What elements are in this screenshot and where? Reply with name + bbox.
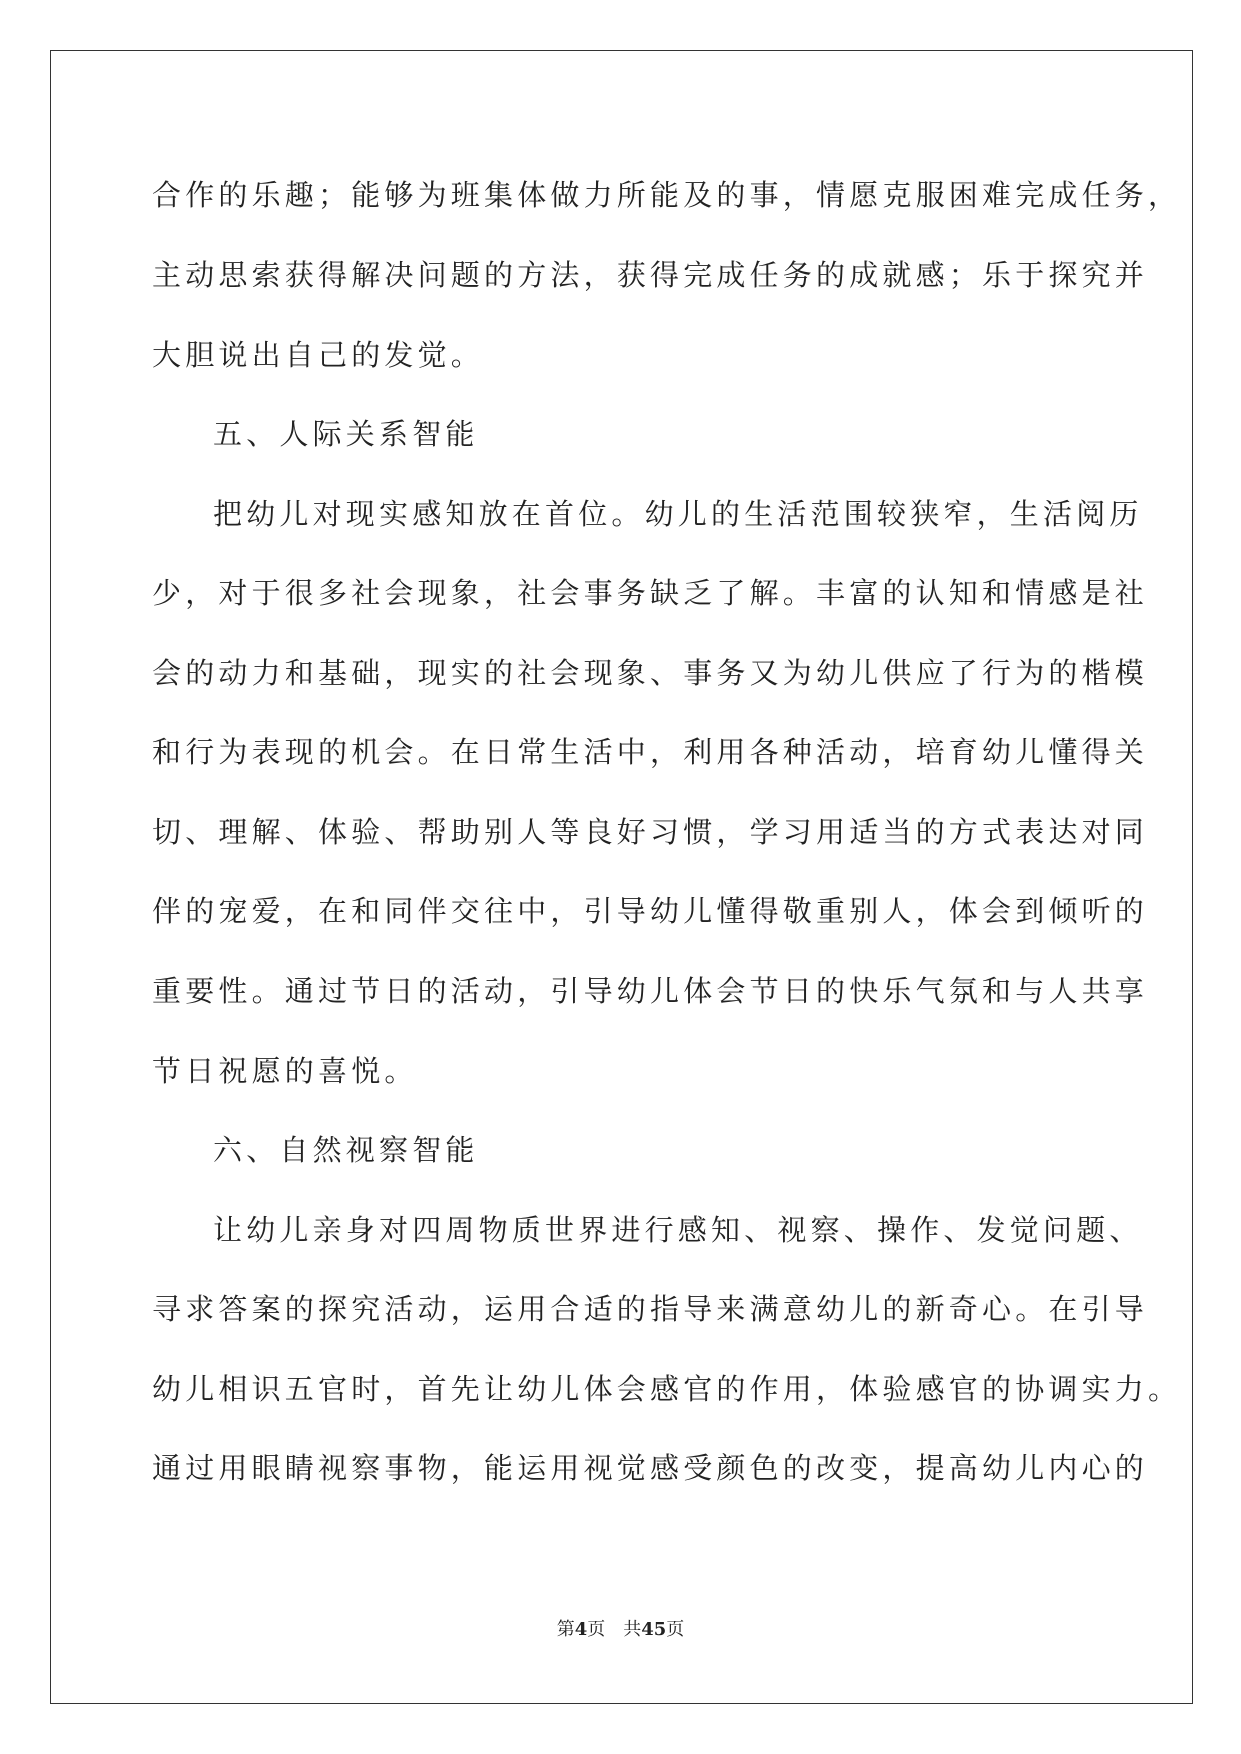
body-text-line: 少，对于很多社会现象，社会事务缺乏了解。丰富的认知和情感是社 [152, 576, 1149, 610]
section-heading-interpersonal: 五、人际关系智能 [213, 417, 479, 451]
body-text-line: 会的动力和基础，现实的社会现象、事务又为幼儿供应了行为的楷模 [152, 656, 1149, 690]
footer-total-suffix: 页 [666, 1619, 685, 1640]
body-text-line: 伴的宠爱，在和同伴交往中，引导幼儿懂得敬重别人，体会到倾听的 [152, 894, 1149, 928]
footer-total-pages: 45 [641, 1619, 667, 1640]
footer-page-suffix: 页 [587, 1619, 606, 1640]
body-text-line: 寻求答案的探究活动，运用合适的指导来满意幼儿的新奇心。在引导 [152, 1292, 1149, 1326]
body-text-line: 重要性。通过节日的活动，引导幼儿体会节日的快乐气氛和与人共享 [152, 974, 1149, 1008]
body-text-line: 节日祝愿的喜悦。 [152, 1054, 418, 1088]
body-text-line: 和行为表现的机会。在日常生活中，利用各种活动，培育幼儿懂得关 [152, 735, 1149, 769]
body-text-line: 大胆说出自己的发觉。 [152, 338, 485, 372]
footer-total-prefix: 共 [623, 1619, 642, 1640]
body-text-line: 合作的乐趣；能够为班集体做力所能及的事，情愿克服困难完成任务， [152, 178, 1182, 212]
body-text-line: 把幼儿对现实感知放在首位。幼儿的生活范围较狭窄，生活阅历 [213, 497, 1143, 531]
section-heading-nature: 六、自然视察智能 [213, 1133, 479, 1167]
body-text-line: 通过用眼睛视察事物，能运用视觉感受颜色的改变，提高幼儿内心的 [152, 1451, 1149, 1485]
body-text-line: 让幼儿亲身对四周物质世界进行感知、视察、操作、发觉问题、 [213, 1213, 1143, 1247]
body-text-line: 幼儿相识五官时，首先让幼儿体会感官的作用，体验感官的协调实力。 [152, 1372, 1182, 1406]
page-footer [0, 1618, 1241, 1642]
footer-page-number: 4 [574, 1619, 588, 1640]
body-text-line: 切、理解、体验、帮助别人等良好习惯，学习用适当的方式表达对同 [152, 815, 1149, 849]
footer-page-prefix: 第 [556, 1619, 575, 1640]
body-text-line: 主动思索获得解决问题的方法，获得完成任务的成就感；乐于探究并 [152, 258, 1149, 292]
